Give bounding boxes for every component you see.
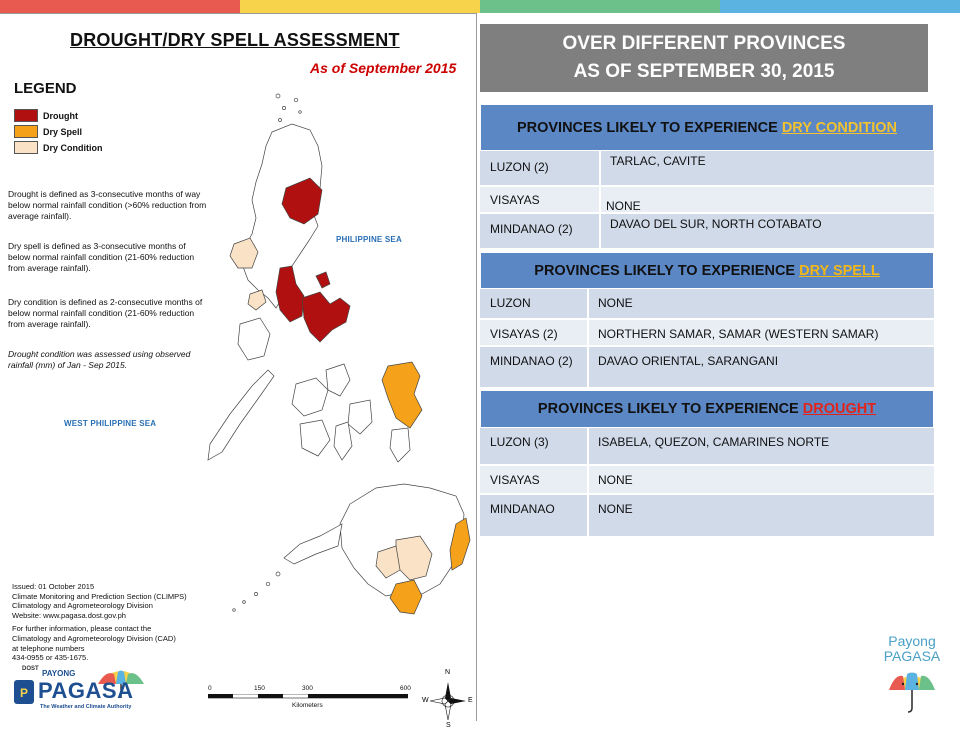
section-header-prefix: PROVINCES LIKELY TO EXPERIENCE: [534, 262, 800, 279]
scale-unit: Kilometers: [292, 702, 323, 709]
legend-item-dry-condition: [14, 141, 103, 154]
region-cell: LUZON: [480, 289, 589, 318]
dost-emblem-icon: [12, 678, 36, 706]
legend-swatch-dry-condition: [14, 141, 38, 154]
top-color-bar: [0, 0, 960, 13]
issued-line: Climatology and Agrometeorology Division (CAD): [12, 633, 176, 643]
issued-line: Climate Monitoring and Prediction Section (CLIMPS): [12, 591, 187, 601]
compass-icon: [426, 676, 470, 726]
region-cell: MINDANAO (2): [480, 347, 589, 387]
map-title: DROUGHT/DRY SPELL ASSESSMENT: [70, 30, 400, 50]
top-bar-green: [480, 0, 720, 13]
map-subtitle: As of September 2015: [310, 60, 457, 76]
note-assessment-basis: Drought condition was assessed using observed rainfall (mm) of Jan - Sep 2015.: [8, 349, 191, 370]
top-bar-yellow: [240, 0, 480, 13]
logo-payong: PAYONG: [42, 669, 76, 678]
table-row: [480, 289, 934, 320]
philippines-map: [200, 84, 480, 644]
region-cell: MINDANAO: [480, 495, 589, 536]
region-cell: VISAYAS: [480, 187, 601, 212]
scale-bar-graphic: [208, 694, 408, 700]
region-cell: VISAYAS (2): [480, 320, 589, 345]
section-header-highlight: DRY CONDITION: [781, 119, 898, 136]
table-row: [480, 466, 934, 495]
issued-line: For further information, please contact the: [12, 624, 152, 634]
provinces-cell: NORTHERN SAMAR, SAMAR (WESTERN SAMAR): [598, 327, 879, 341]
header-line-1: OVER DIFFERENT PROVINCES: [562, 33, 846, 54]
table-row: [480, 187, 934, 214]
scale-tick: 300: [302, 685, 313, 692]
logo-dost: DOST: [22, 666, 39, 672]
note-dry-spell-definition: Dry spell is defined as 3-consecutive months of below normal rainfall condition (21-60% reduction from average rainfall).: [8, 241, 195, 273]
region-cell: LUZON (2): [480, 151, 601, 185]
issued-info: [12, 582, 222, 663]
table-row: [480, 320, 934, 347]
legend-swatch-drought: [14, 109, 38, 122]
table-row: [480, 495, 934, 538]
provinces-cell: DAVAO ORIENTAL, SARANGANI: [598, 354, 779, 368]
compass-n: N: [445, 669, 451, 676]
sea-label-west: WEST PHILIPPINE SEA: [64, 419, 157, 428]
legend-title: LEGEND: [14, 80, 77, 97]
compass-rose: [422, 669, 473, 729]
legend-swatch-dry-spell: [14, 125, 38, 138]
region-cell: LUZON (3): [480, 428, 589, 464]
pagasa-logo: [12, 666, 152, 722]
payong-pagasa-brand: [872, 634, 952, 714]
provinces-cell: TARLAC, CAVITE: [610, 154, 706, 168]
logo-tagline: The Weather and Climate Authority: [40, 704, 132, 710]
section-header-highlight: DROUGHT: [802, 401, 877, 417]
compass-w: W: [422, 697, 429, 704]
region-cell: VISAYAS: [480, 466, 589, 493]
scale-tick: 0: [208, 685, 212, 692]
table-row: [480, 151, 934, 187]
issued-line: Climatology and Agrometeorology Division: [12, 601, 153, 611]
logo-pagasa: PAGASA: [38, 678, 134, 703]
brand-line-1: Payong: [888, 633, 936, 649]
provinces-cell: NONE: [606, 199, 641, 213]
section-header-highlight: DRY SPELL: [799, 262, 880, 279]
legend-item-dry-spell: [14, 125, 82, 138]
issued-line: 434-0955 or 435-1675.: [12, 653, 89, 663]
table-row: [480, 347, 934, 389]
assessment-header: [480, 24, 928, 92]
scale-tick: 600: [400, 685, 411, 692]
dry-spell-table: [480, 252, 934, 389]
note-dry-condition-definition: Dry condition is defined as 2-consecutive months of below normal rainfall condition (21-60% reduction from average rainfall).: [8, 297, 203, 329]
svg-text:P: P: [19, 686, 29, 700]
section-header-dry-condition: [480, 104, 934, 151]
header-line-2: AS OF SEPTEMBER 30, 2015: [573, 61, 835, 82]
provinces-cell: NONE: [598, 473, 633, 487]
region-cell: MINDANAO (2): [480, 214, 601, 248]
umbrella-icon: [887, 670, 937, 714]
top-bar-blue: [720, 0, 960, 13]
compass-e: E: [468, 697, 473, 704]
sea-label-east: PHILIPPINE SEA: [336, 235, 402, 244]
provinces-cell: DAVAO DEL SUR, NORTH COTABATO: [610, 217, 822, 231]
issued-line: at telephone numbers: [12, 643, 85, 653]
table-row: [480, 214, 934, 250]
note-drought-definition: Drought is defined as 3-consecutive months of way below normal rainfall condition (>60% reduction from average rainfall).: [8, 189, 207, 221]
dry-condition-table: [480, 104, 934, 250]
legend-label: Dry Condition: [43, 142, 103, 153]
drought-table: [480, 390, 934, 538]
legend-label: Dry Spell: [43, 126, 83, 137]
issued-line: Issued: 01 October 2015: [12, 582, 95, 591]
section-header-drought: [480, 390, 934, 428]
section-header-prefix: PROVINCES LIKELY TO EXPERIENCE: [537, 401, 803, 417]
table-row: [480, 428, 934, 466]
brand-line-2: PAGASA: [883, 648, 941, 664]
scale-tick: 150: [254, 685, 265, 692]
top-bar-red: [0, 0, 240, 13]
section-header-prefix: PROVINCES LIKELY TO EXPERIENCE: [516, 119, 782, 136]
issued-line: Website: www.pagasa.dost.gov.ph: [12, 610, 126, 620]
provinces-cell: NONE: [598, 502, 633, 516]
legend-item-drought: [14, 109, 78, 122]
section-header-dry-spell: [480, 252, 934, 289]
provinces-cell: ISABELA, QUEZON, CAMARINES NORTE: [598, 435, 830, 449]
drought-map-panel: [0, 13, 477, 729]
compass-s: S: [446, 722, 451, 729]
legend-label: Drought: [43, 110, 78, 121]
provinces-cell: NONE: [598, 296, 633, 310]
